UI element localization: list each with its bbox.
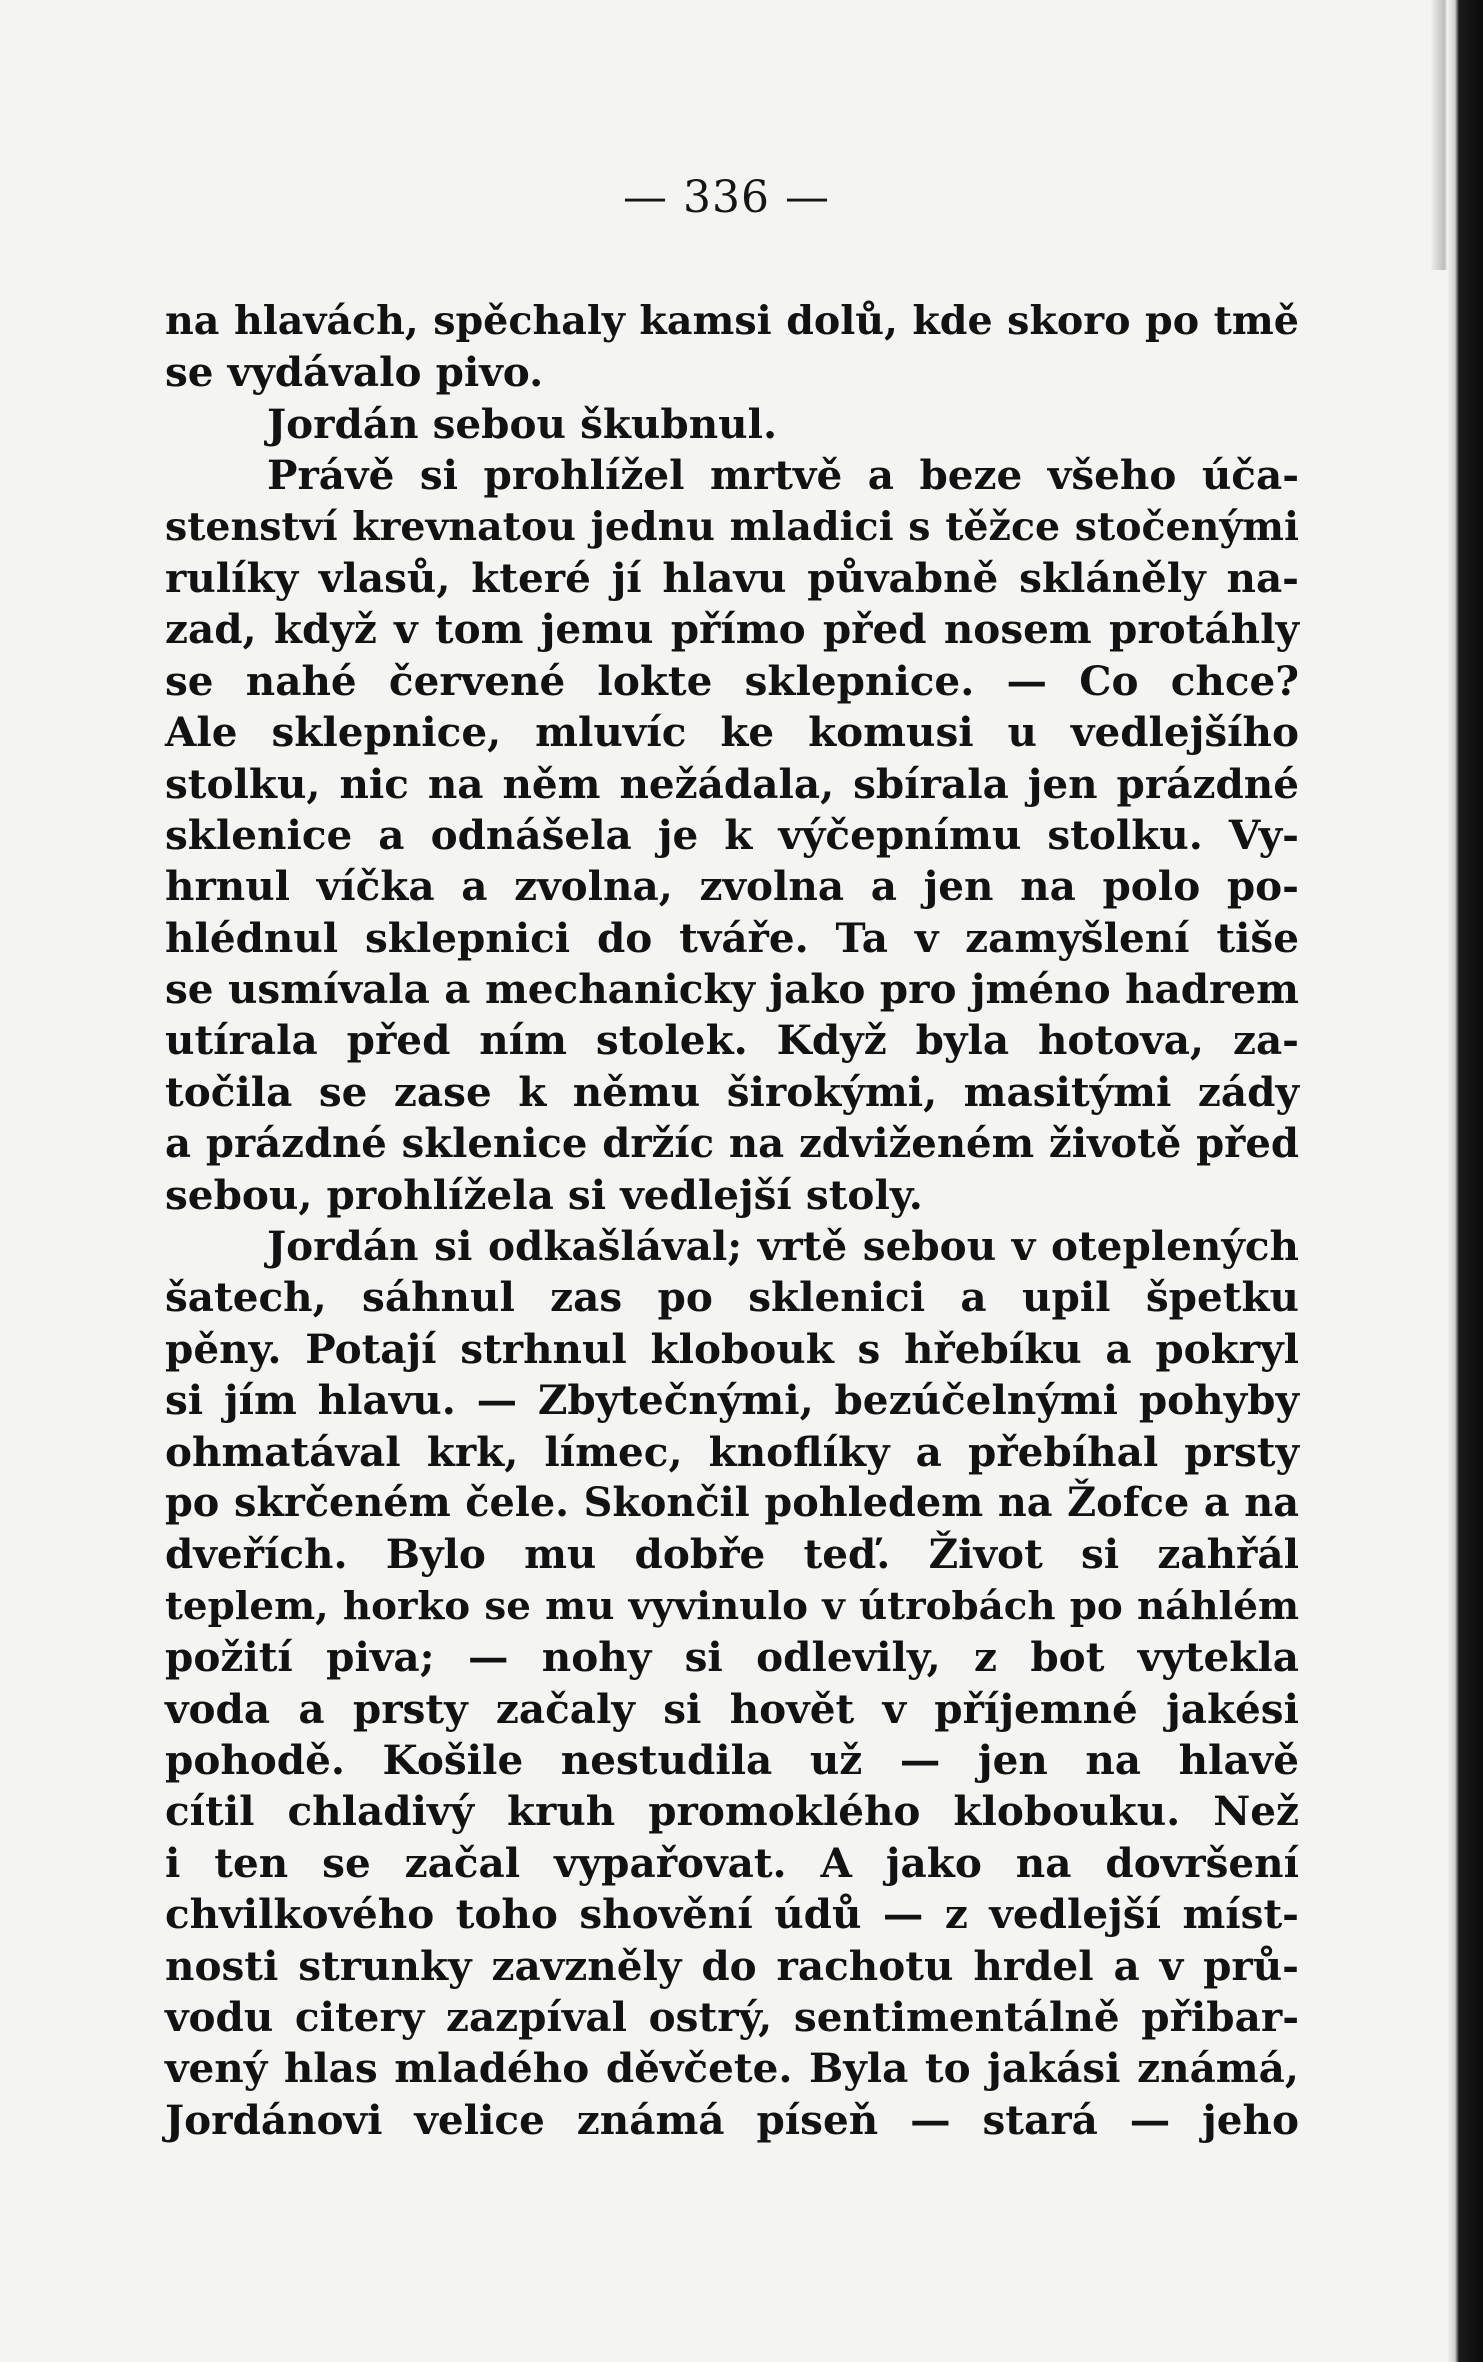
- text-line: Ale sklepnice, mluvíc ke komusi u vedlejšího: [165, 708, 1299, 757]
- text-line: na hlavách, spěchaly kamsi dolů, kde skoro po tmě: [165, 298, 1299, 344]
- text-line: točila se zase k němu širokými, masitými zády: [165, 1067, 1299, 1116]
- text-line: voda a prsty začaly si hovět v příjemné jakési: [165, 1684, 1299, 1733]
- text-line: šatech, sáhnul zas po sklenici a upil špetku: [165, 1273, 1299, 1322]
- text-line: se usmívala a mechanicky jako pro jméno hadrem: [165, 965, 1299, 1014]
- text-line: stenství krevnatou jednu mladici s těžce stočenými: [165, 503, 1299, 550]
- body-text: [165, 296, 1299, 2146]
- text-line: hlédnul sklepnici do tváře. Ta v zamyšlení tiše: [165, 913, 1299, 962]
- text-line: a prázdné sklenice držíc na zdviženém životě před: [165, 1120, 1299, 1168]
- text-line: vodu citery zazpíval ostrý, sentimentálně přibar-: [165, 1992, 1299, 2041]
- text-line: si jím hlavu. — Zbytečnými, bezúčelnými pohyby: [165, 1376, 1299, 1425]
- text-line: Jordán sebou škubnul.: [267, 399, 778, 448]
- text-line: stolku, nic na něm nežádala, sbírala jen prázdné: [165, 759, 1299, 808]
- text-line: cítil chladivý kruh promoklého klobouku. Než: [165, 1787, 1299, 1836]
- text-line: ohmatával krk, límec, knoflíky a přebíhal prsty: [165, 1427, 1299, 1476]
- text-line: po skrčeném čele. Skončil pohledem na Žofce a na: [165, 1479, 1299, 1526]
- text-line: zad, když v tom jemu přímo před nosem protáhly: [165, 605, 1299, 654]
- text-line: sebou, prohlížela si vedlejší stoly.: [165, 1170, 923, 1219]
- text-line: i ten se začal vypařovat. A jako na dovršení: [165, 1838, 1299, 1887]
- text-line: nosti strunky zavzněly do rachotu hrdel a v prů-: [165, 1941, 1299, 1990]
- text-line: teplem, horko se mu vyvinulo v útrobách po náhlém: [165, 1583, 1299, 1629]
- text-line: sklenice a odnášela je k výčepnímu stolku. Vy-: [165, 810, 1299, 859]
- text-line: utírala před ním stolek. Když byla hotova, za-: [165, 1016, 1299, 1065]
- text-line: dveřích. Bylo mu dobře teď. Život si zahřál: [165, 1530, 1299, 1579]
- text-line: se vydávalo pivo.: [165, 348, 544, 397]
- text-line: Právě si prohlížel mrtvě a beze všeho úča-: [267, 451, 1299, 500]
- text-line: požití piva; — nohy si odlevily, z bot vytekla: [165, 1633, 1299, 1682]
- text-line: rulíky vlasů, které jí hlavu půvabně skláněly na-: [165, 553, 1299, 602]
- page-edge-shadow: [1447, 0, 1483, 2362]
- text-line: Jordánovi velice známá píseň — stará — jeho: [165, 2095, 1299, 2144]
- text-line: hrnul víčka a zvolna, zvolna a jen na polo po-: [165, 862, 1299, 911]
- text-line: chvilkového toho shovění údů — z vedlejší míst-: [165, 1890, 1299, 1939]
- page-number-header: — 336 —: [623, 172, 830, 223]
- text-line: pohodě. Košile nestudila už — jen na hlavě: [165, 1735, 1299, 1784]
- text-line: Jordán si odkašlával; vrtě sebou v oteplených: [267, 1222, 1299, 1271]
- text-line: vený hlas mladého děvčete. Byla to jakási známá,: [165, 2044, 1299, 2093]
- text-line: pěny. Potají strhnul klobouk s hřebíku a pokryl: [165, 1324, 1299, 1373]
- text-line: se nahé červené lokte sklepnice. — Co chce?: [165, 656, 1299, 705]
